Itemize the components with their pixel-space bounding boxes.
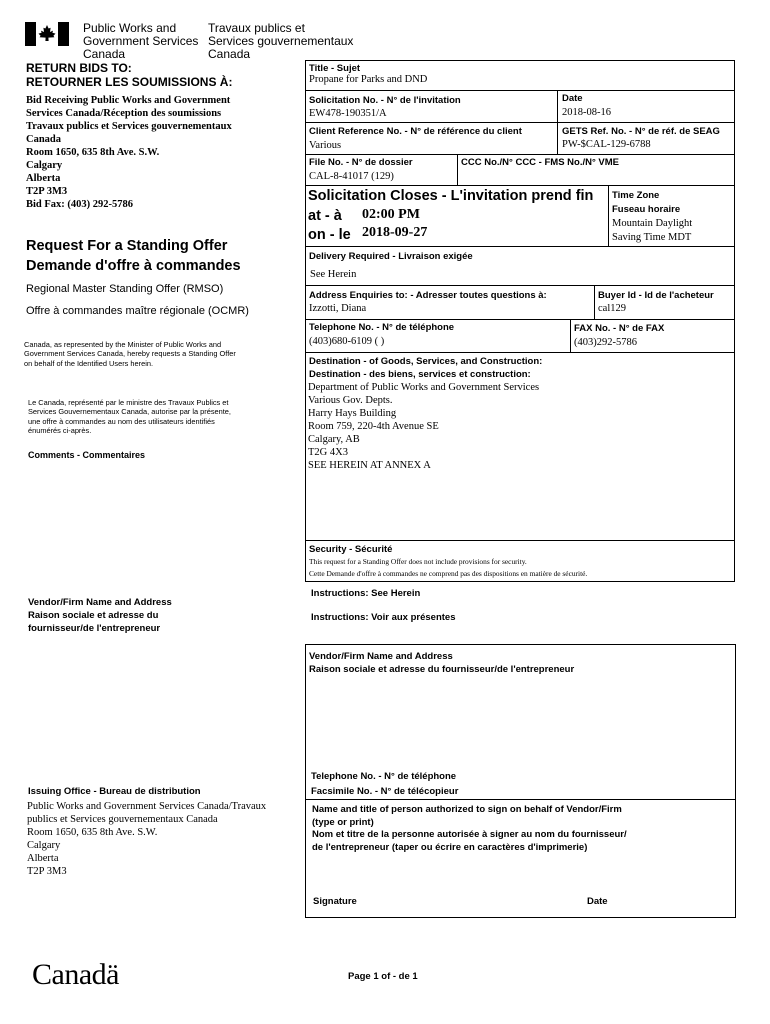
destination-line: Department of Public Works and Government Services <box>308 382 540 393</box>
divider <box>305 285 735 286</box>
dept-name-en-line: Canada <box>83 47 126 61</box>
vendor-telephone-label: Telephone No. - N° de téléphone <box>311 771 457 782</box>
dept-name-fr-line: Canada <box>208 47 251 61</box>
dept-name-en-line: Public Works and <box>83 21 177 35</box>
file-number-label: File No. - N° de dossier <box>309 157 413 168</box>
request-title-en: Request For a Standing Offer <box>26 238 228 254</box>
address-line: Room 1650, 635 8th Ave. S.W. <box>26 147 160 158</box>
authorized-person-line: (type or print) <box>312 816 374 828</box>
address-line: publics et Services gouvernementaux Canada <box>27 814 218 825</box>
dept-name-fr-line: Services gouvernementaux <box>208 34 354 48</box>
address-line: Alberta <box>26 173 61 184</box>
authorized-person-line: Name and title of person authorized to sign on behalf of Vendor/Firm <box>312 804 622 815</box>
signature-date-label: Date <box>587 896 608 907</box>
page-number: Page 1 of - de 1 <box>348 971 418 982</box>
authorized-person-line: Nom et titre de la personne autorisée à signer au nom du fournisseur/ <box>312 829 627 840</box>
date-label: Date <box>562 93 583 104</box>
vendor-label-line: fournisseur/de l'entrepreneur <box>28 623 161 634</box>
return-bids-title-fr: RETOURNER LES SOUMISSIONS À: <box>26 75 233 89</box>
closes-on-value: 2018-09-27 <box>362 225 428 240</box>
comments-label: Comments - Commentaires <box>28 450 146 460</box>
destination-line: T2G 4X3 <box>308 447 348 458</box>
dept-name-en-line: Government Services <box>83 34 199 48</box>
request-title-fr: Demande d'offre à commandes <box>26 258 241 274</box>
delivery-required-label: Delivery Required - Livraison exigée <box>309 251 473 262</box>
fax-value: (403)292-5786 <box>574 337 637 348</box>
divider <box>305 90 735 91</box>
closes-on-label: on - le <box>308 227 351 243</box>
title-label: Title - Sujet <box>309 63 361 74</box>
divider <box>305 122 735 123</box>
divider <box>305 352 735 353</box>
vendor-fax-label: Facsimile No. - N° de télécopieur <box>311 786 459 797</box>
destination-line: Harry Hays Building <box>308 408 397 419</box>
divider <box>457 154 458 185</box>
paragraph-line: Canada, as represented by the Minister of Public Works and <box>24 340 222 349</box>
issuing-office-address <box>27 800 266 878</box>
closes-at-label: at - à <box>308 208 342 224</box>
security-text-fr: Cette Demande d'offre à commandes ne comprend pas des dispositions en matière de sécurité. <box>309 569 588 578</box>
gets-reference-label: GETS Ref. No. - N° de réf. de SEAG <box>562 126 720 137</box>
destination-line: Room 759, 220-4th Avenue SE <box>308 421 439 432</box>
vendor-name-label-en: Vendor/Firm Name and Address <box>309 651 453 662</box>
security-label: Security - Sécurité <box>309 544 393 555</box>
solicitation-number-label: Solicitation No. - N° de l'invitation <box>309 95 461 106</box>
address-enquiries-label: Address Enquiries to: - Adresser toutes questions à: <box>309 290 547 301</box>
request-paragraph-en <box>24 340 236 368</box>
divider <box>305 154 735 155</box>
solicitation-form-box <box>305 60 735 582</box>
divider <box>594 285 595 319</box>
vendor-name-label <box>309 650 574 676</box>
return-bids-title-en: RETURN BIDS TO: <box>26 61 132 75</box>
destination-label-fr: Destination - des biens, services et construction: <box>309 369 531 380</box>
address-line: Alberta <box>27 853 59 864</box>
instructions-en: Instructions: See Herein <box>311 588 421 599</box>
offer-type-en: Regional Master Standing Offer (RMSO) <box>26 283 224 295</box>
solicitation-closes-label: Solicitation Closes - L'invitation prend fin <box>308 188 594 204</box>
request-paragraph-fr <box>28 398 231 435</box>
authorized-person-label <box>312 804 627 854</box>
divider <box>305 319 735 320</box>
instructions-fr: Instructions: Voir aux présentes <box>311 612 456 623</box>
time-zone-value-line: Mountain Daylight <box>612 218 693 229</box>
vendor-label-line: Vendor/Firm Name and Address <box>28 597 172 608</box>
authorized-person-line: de l'entrepreneur (taper ou écrire en caractères d'imprimerie) <box>312 841 588 853</box>
address-line: Bid Receiving Public Works and Government <box>26 95 231 106</box>
paragraph-line: énumérés ci-après. <box>28 425 92 435</box>
buyer-id-label: Buyer Id - Id de l'acheteur <box>598 290 714 301</box>
address-line: Calgary <box>27 840 61 851</box>
offer-type-fr: Offre à commandes maître régionale (OCMR) <box>26 305 249 317</box>
issuing-office-label: Issuing Office - Bureau de distribution <box>28 786 201 797</box>
request-title <box>26 236 241 276</box>
time-zone-label-fr: Fuseau horaire <box>612 204 681 215</box>
divider <box>305 246 735 247</box>
vendor-label-left <box>28 596 172 635</box>
buyer-id-value: cal129 <box>598 303 626 314</box>
time-zone-value <box>612 217 692 245</box>
canada-wordmark: Canadä <box>32 958 119 991</box>
dept-name-fr-line: Travaux publics et <box>208 21 305 35</box>
divider <box>305 799 736 800</box>
client-reference-value: Various <box>309 140 342 151</box>
delivery-required-value: See Herein <box>310 269 357 280</box>
paragraph-line: Le Canada, représenté par le ministre des Travaux Publics et <box>28 398 229 407</box>
time-zone-value-line: Saving Time MDT <box>612 232 692 243</box>
file-number-value: CAL-8-41017 (129) <box>309 171 394 182</box>
time-zone-label <box>612 189 680 217</box>
destination-line: Calgary, AB <box>308 434 360 445</box>
paragraph-line: on behalf of the Identified Users herein. <box>24 358 154 368</box>
telephone-value: (403)680-6109 ( ) <box>309 336 385 347</box>
canada-flag-logo <box>25 22 69 46</box>
paragraph-line: Services Gouvernementaux Canada, autorise par la présente, <box>28 407 231 417</box>
paragraph-line: une offre à commandes au nom des utilisateurs identifiés <box>28 416 215 426</box>
return-bids-title <box>26 61 232 89</box>
address-line: Public Works and Government Services Canada/Travaux <box>27 801 267 812</box>
solicitation-number-value: EW478-190351/A <box>309 108 387 119</box>
destination-line: Various Gov. Depts. <box>308 395 393 406</box>
fax-label: FAX No. - N° de FAX <box>574 323 665 334</box>
closes-at-value: 02:00 PM <box>362 207 420 222</box>
client-reference-label: Client Reference No. - N° de référence du client <box>309 126 522 137</box>
address-enquiries-value: Izzotti, Diana <box>309 303 367 314</box>
paragraph-line: Government Services Canada, hereby requests a Standing Offer <box>24 349 236 359</box>
time-zone-label-en: Time Zone <box>612 190 660 201</box>
address-line: Canada <box>26 134 62 145</box>
vendor-name-label-fr: Raison sociale et adresse du fournisseur/de l'entrepreneur <box>309 664 575 675</box>
return-bids-address <box>26 94 232 211</box>
divider <box>608 185 609 246</box>
divider <box>570 319 571 352</box>
gets-reference-value: PW-$CAL-129-6788 <box>562 139 651 150</box>
address-line: Room 1650, 635 8th Ave. S.W. <box>27 827 158 838</box>
vendor-label-line: Raison sociale et adresse du <box>28 610 159 621</box>
destination-address <box>308 381 539 472</box>
signature-label: Signature <box>313 896 357 907</box>
ccc-number-label: CCC No./N° CCC - FMS No./N° VME <box>461 157 620 168</box>
address-line: Travaux publics et Services gouvernementaux <box>26 121 232 132</box>
address-line: Calgary <box>26 160 63 171</box>
dept-name-fr <box>208 22 353 61</box>
divider <box>305 540 735 541</box>
address-line: T2P 3M3 <box>26 186 68 197</box>
destination-label-en: Destination - of Goods, Services, and Construction: <box>309 356 543 367</box>
date-value: 2018-08-16 <box>562 107 611 118</box>
divider <box>305 185 735 186</box>
destination-line: SEE HEREIN AT ANNEX A <box>308 460 431 471</box>
telephone-label: Telephone No. - N° de téléphone <box>309 322 455 333</box>
title-value: Propane for Parks and DND <box>309 74 428 85</box>
security-text-en: This request for a Standing Offer does not include provisions for security. <box>309 557 527 566</box>
dept-name-en <box>83 22 198 61</box>
address-line: Services Canada/Réception des soumissions <box>26 108 222 119</box>
destination-label <box>309 355 542 381</box>
address-line: T2P 3M3 <box>27 866 67 877</box>
bid-fax: Bid Fax: (403) 292-5786 <box>26 199 134 210</box>
